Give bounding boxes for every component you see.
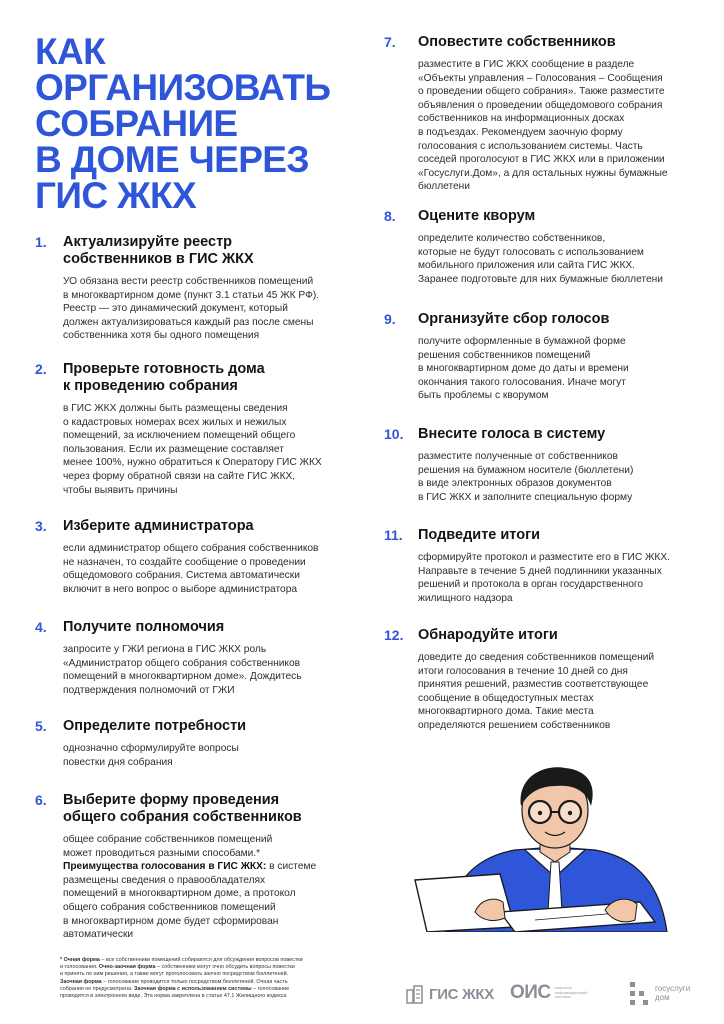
step-2 xyxy=(35,361,365,497)
page-title xyxy=(35,31,375,216)
step-header xyxy=(35,792,365,826)
advantages-label: Преимущества голосования в ГИС ЖКХ: xyxy=(63,861,267,873)
step-4 xyxy=(35,619,365,697)
step-number: 10. xyxy=(384,426,404,442)
step-title: Подведите итоги xyxy=(418,527,541,543)
step-description: в ГИС ЖКХ должны быть размещены сведения о кадастровых номерах всех жилых и нежилых помещений, за исключением помещений общего пользования. Если их размещение составляет менее 100%, нужно обратиться к Оператору ГИС ЖКХ через форму обратной связи на сайте ГИС ЖКХ, чтобы выявить причины xyxy=(63,403,322,496)
step-header xyxy=(384,527,702,544)
step-3 xyxy=(35,518,365,596)
step-number: 8. xyxy=(384,208,396,224)
step-number: 2. xyxy=(35,361,47,377)
step-8 xyxy=(384,208,702,286)
step-title: Оцените кворум xyxy=(418,208,536,224)
step-header xyxy=(384,34,702,51)
step-description: получите оформленные в бумажной форме решения собственников помещений в многоквартирном доме до даты и времени окончания такого голосования. Иначе могут быть проблемы с кворумом xyxy=(418,336,629,402)
step-1 xyxy=(35,234,365,343)
step-number: 5. xyxy=(35,718,47,734)
step-header xyxy=(384,426,702,443)
step-description: запросите у ГЖИ региона в ГИС ЖКХ роль «Администратор общего собрания собственников помещений в многоквартирном доме». Дождитесь подтверждения полномочий от ГЖИ xyxy=(63,644,302,696)
step-11 xyxy=(384,527,702,605)
step-header xyxy=(384,311,702,328)
step-number: 1. xyxy=(35,234,47,250)
step-description: сформируйте протокол и разместите его в ГИС ЖКХ. Направьте в течение 5 дней подлинники указанных решений и протокола в орган государственного жилищного надзора xyxy=(418,552,670,604)
title-line: ОРГАНИЗОВАТЬ xyxy=(35,67,331,108)
step-number: 11. xyxy=(384,527,403,543)
step-title: Актуализируйте реестр собственников в ГИС ЖКХ xyxy=(63,234,254,267)
step-description: доведите до сведения собственников помещений итоги голосования в течение 10 дней со дня принятия решений, разместив соответствующее сообщение в общедоступных местах многоквартирного дома. Такие места определяются решением собственников xyxy=(418,652,655,731)
step-description: разместите полученные от собственников решения на бумажном носителе (бюллетени) в виде электронных образов документов в ГИС ЖКХ и заполните специальную форму xyxy=(418,451,634,503)
step-header xyxy=(35,361,365,395)
step-number: 9. xyxy=(384,311,396,327)
title-line: В ДОМЕ ЧЕРЕЗ xyxy=(35,139,309,180)
step-7 xyxy=(384,34,702,194)
title-line: ГИС ЖКХ xyxy=(35,175,197,216)
step-title: Обнародуйте итоги xyxy=(418,627,558,643)
step-title: Получите полномочия xyxy=(63,619,225,635)
ois-logo: ОИС оператор информационной системы xyxy=(510,982,588,1003)
man-with-laptop-illustration xyxy=(405,762,705,932)
step-title: Изберите администратора xyxy=(63,518,254,534)
gis-zhkh-logo: ГИС ЖКХ xyxy=(405,984,494,1004)
step-number: 4. xyxy=(35,619,47,635)
step-title: Проверьте готовность дома к проведению собрания xyxy=(63,361,265,394)
step-header xyxy=(384,208,702,225)
step-header xyxy=(35,619,365,636)
step-description: если администратор общего собрания собственников не назначен, то создайте сообщение о проведении общедомового собрания. Система автоматически включит в него вопрос о выборе администратора xyxy=(63,543,319,595)
step-header xyxy=(35,718,365,735)
step-header xyxy=(35,518,365,535)
partner-logos xyxy=(400,980,710,1014)
building-icon xyxy=(405,984,425,1004)
step-12 xyxy=(384,627,702,733)
gosuslugi-dom-logo: госуслуги дом xyxy=(628,980,690,1006)
step-number: 3. xyxy=(35,518,47,534)
step-header xyxy=(35,234,365,268)
title-line: КАК xyxy=(35,31,106,72)
step-title: Выберите форму проведения общего собрания собственников xyxy=(63,792,302,825)
step-description: определите количество собственников, которые не будут голосовать с использованием мобильного приложения или сайта ГИС ЖКХ. Заранее подготовьте для них бумажные бюллетени xyxy=(418,233,663,285)
title-line: СОБРАНИЕ xyxy=(35,103,238,144)
footnote: * Очная форма – все собственники помещений собираются для обсуждения вопросов повестки и голосования. Очно-заочная форма – собственники могут очно обсудить вопросы повестки и принять по ним решения, а также могут проголосовать заочно посредством бюллетеней. Заочная форма – голосование проводится только посредством бюллетеней. Очная часть собрания не предусмотрена. Заочная форма с использованием системы – голосование проводится в электронном виде. Эта норма закреплена в статье 47.1 Жилищного кодекса xyxy=(60,957,303,1000)
step-6 xyxy=(35,792,365,942)
step-description: общее собрание собственников помещений может проводиться разными способами.* Преимущества голосования в ГИС ЖКХ: в системе размещены сведения о правообладателях помещений в многоквартирном доме, а протокол общего собрания собственников помещений в многоквартирном доме будет сформирован автоматически xyxy=(63,834,317,941)
step-title: Оповестите собственников xyxy=(418,34,616,50)
step-description: разместите в ГИС ЖКХ сообщение в разделе «Объекты управления – Голосования – Сообщения о проведении общего собрания». Также разместите объявления о проведении общедомового собрания собственников на информационных досках в подъездах. Рекомендуем заочную форму голосования с использованием системы. Часть соседей проголосуют в ГИС ЖКХ или в приложении «Госуслуги.Дом», а для остальных нужны бумажные бюллетени xyxy=(418,59,668,193)
step-5 xyxy=(35,718,365,769)
gosuslugi-dots-icon xyxy=(628,980,650,1006)
step-header xyxy=(384,627,702,644)
step-title: Организуйте сбор голосов xyxy=(418,311,610,327)
step-title: Внесите голоса в систему xyxy=(418,426,606,442)
step-number: 12. xyxy=(384,627,404,643)
step-10 xyxy=(384,426,702,504)
step-description: УО обязана вести реестр собственников помещений в многоквартирном доме (пункт 3.1 статьи 45 ЖК РФ). Реестр — это динамический документ, который должен актуализироваться каждый раз после смены собственника хотя бы одного помещения xyxy=(63,276,320,342)
step-number: 7. xyxy=(384,34,396,50)
step-9 xyxy=(384,311,702,403)
step-number: 6. xyxy=(35,792,47,808)
step-description: однозначно сформулируйте вопросы повестки дня собрания xyxy=(63,743,239,768)
step-title: Определите потребности xyxy=(63,718,247,734)
